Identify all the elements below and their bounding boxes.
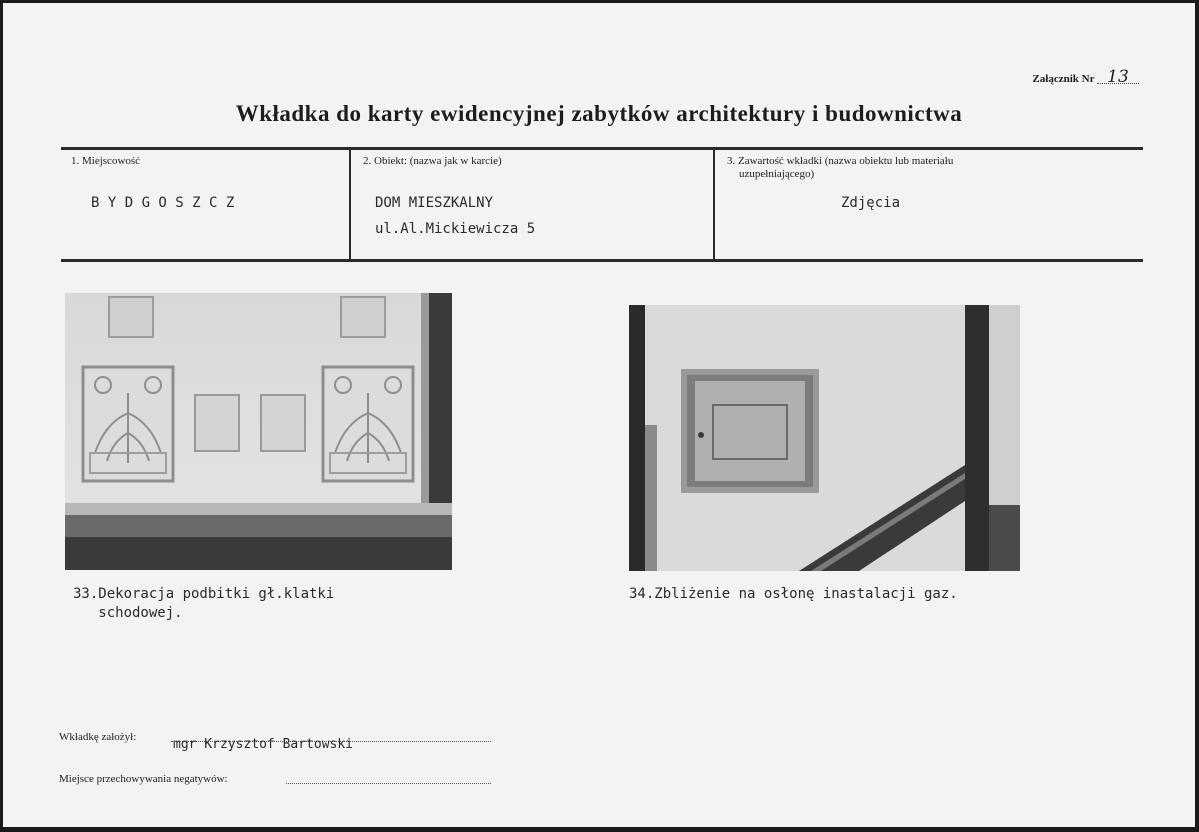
photo-caption-34 — [629, 585, 958, 604]
record-sheet — [3, 3, 1195, 827]
created-by-value: mgr Krzysztof Bartowski — [173, 737, 354, 752]
content-label-line1: 3. Zawartość wkładki (nazwa obiektu lub materiału — [727, 155, 954, 167]
column-divider — [349, 150, 351, 259]
created-by-label: Wkładkę założył: — [59, 731, 137, 743]
photo-caption-33 — [73, 585, 334, 623]
photo-gas-cover — [629, 305, 1020, 571]
object-value-line2: ul.Al.Mickiewicza 5 — [375, 221, 536, 237]
negatives-line — [286, 783, 491, 784]
header-rule-top — [61, 147, 1143, 150]
caption-33-line2: schodowej. — [73, 605, 183, 621]
negatives-label: Miejsce przechowywania negatywów: — [59, 773, 228, 785]
place-value: B Y D G O S Z C Z — [91, 195, 235, 211]
annex-number — [1032, 67, 1139, 87]
object-label: 2. Obiekt: (nazwa jak w karcie) — [363, 155, 502, 167]
caption-34-line1: 34.Zbliżenie na osłonę inastalacji gaz. — [629, 586, 958, 602]
header-rule-bottom — [61, 259, 1143, 262]
object-value-line1: DOM MIESZKALNY — [375, 195, 494, 211]
place-label: 1. Miejscowość — [71, 155, 141, 167]
annex-value: 13 — [1097, 71, 1139, 84]
caption-33-line1: 33.Dekoracja podbitki gł.klatki — [73, 586, 335, 602]
annex-label: Załącznik Nr — [1032, 73, 1095, 85]
page-title: Wkładka do karty ewidencyjnej zabytków architektury i budownictwa — [235, 101, 963, 126]
column-divider — [713, 150, 715, 259]
content-value: Zdjęcia — [841, 195, 901, 211]
content-label-line2: uzupełniającego) — [739, 168, 815, 180]
photo-ceiling-decoration — [65, 293, 452, 570]
content-label — [727, 155, 953, 181]
